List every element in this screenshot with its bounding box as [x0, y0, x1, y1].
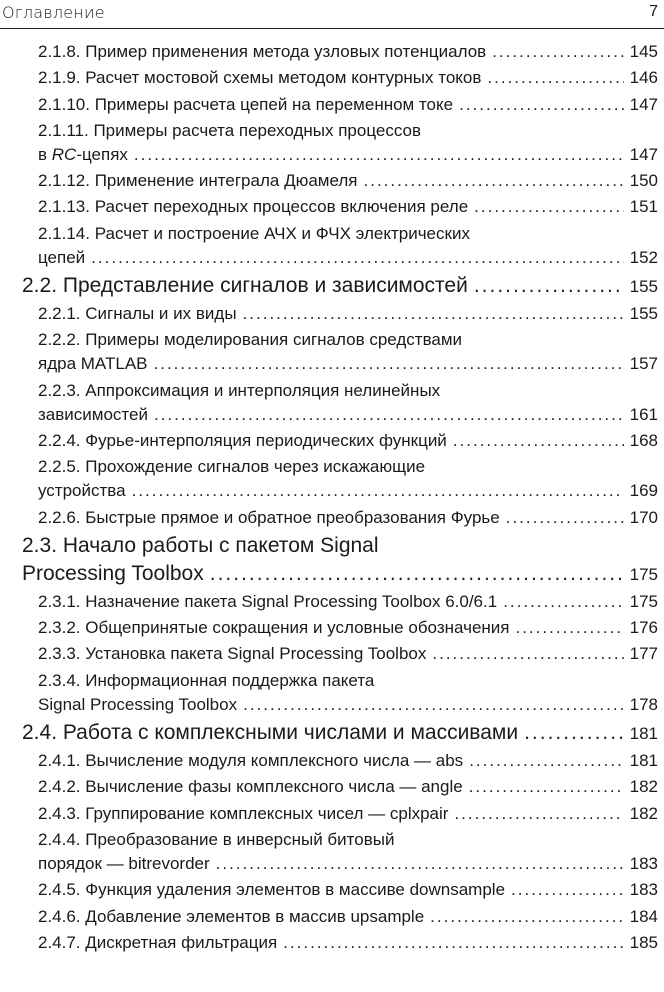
toc-entry-title: 2.3.2. Общепринятые сокращения и условные обозначения [38, 618, 510, 638]
toc-entry-title: в RC-цепях [38, 144, 128, 164]
toc-entry-title: 2.1.8. Пример применения метода узловых потенциалов [38, 42, 487, 61]
dot-leader [503, 590, 623, 614]
dot-leader [364, 169, 624, 193]
toc-entry-leader-line [38, 749, 658, 773]
toc-entry-title: 2.2.1. Сигналы и их виды [38, 304, 237, 324]
header-rule [0, 28, 664, 29]
toc-entry-leader-line [38, 775, 658, 799]
toc-subsection[interactable] [0, 749, 664, 773]
dot-leader [216, 852, 624, 876]
dot-leader [506, 506, 624, 530]
toc-page-number: 161 [629, 404, 658, 424]
toc-subsection[interactable] [0, 195, 664, 219]
toc-entry-leader-line [38, 802, 658, 826]
table-of-contents [0, 40, 664, 957]
dot-leader [453, 429, 624, 453]
toc-entry-leader-line [38, 246, 658, 270]
dot-leader [459, 93, 624, 117]
toc-entry-title: 2.3.1. Назначение пакета Signal Processing Toolbox 6.0/6.1 [38, 591, 498, 611]
toc-page-number: 175 [629, 564, 658, 584]
toc-entry-title: порядок — bitrevorder [38, 853, 210, 873]
toc-entry-leader-line [38, 479, 658, 503]
toc-page-number: 150 [629, 171, 658, 191]
toc-entry-title-line: 2.4.4. Преобразование в инверсный битовый [38, 829, 395, 849]
toc-entry-title: 2.1.9. Расчет мостовой схемы методом контурных токов [38, 68, 482, 88]
toc-subsection[interactable] [0, 878, 664, 902]
toc-subsection[interactable] [0, 429, 664, 453]
toc-page-number: 146 [629, 68, 658, 88]
toc-page-number: 155 [629, 277, 658, 297]
toc-entry-title: 2.4.7. Дискретная фильтрация [38, 932, 278, 952]
toc-subsection[interactable] [0, 669, 664, 717]
toc-page-number: 182 [629, 803, 658, 823]
toc-subsection[interactable] [0, 302, 664, 326]
toc-entry-title: зависимостей [38, 404, 148, 424]
dot-leader [243, 302, 624, 326]
toc-entry-title: 2.1.10. Примеры расчета цепей на переменном токе [38, 94, 454, 114]
toc-entry-title: 2.3.3. Установка пакета Signal Processing Toolbox [38, 644, 427, 664]
toc-entry-title-line: 2.1.11. Примеры расчета переходных процессов [38, 120, 422, 140]
dot-leader [474, 272, 624, 300]
toc-entry-title: 2.2.4. Фурье-интерполяция периодических функций [38, 430, 447, 450]
dot-leader [454, 802, 623, 826]
dot-leader [524, 719, 624, 747]
toc-page-number: 183 [629, 853, 658, 873]
toc-page-number: 175 [629, 591, 658, 611]
toc-entry-leader-line [38, 169, 658, 193]
toc-entry-leader-line [38, 40, 658, 64]
toc-entry-title: устройства [38, 481, 126, 501]
toc-entry-leader-line [38, 905, 658, 929]
toc-entry-title-line: 2.3. Начало работы с пакетом Signal [22, 533, 379, 557]
toc-subsection[interactable] [0, 775, 664, 799]
dot-leader [469, 749, 623, 773]
toc-subsection[interactable] [0, 40, 664, 64]
toc-entry-title: 2.4.2. Вычисление фазы комплексного числа — angle [38, 777, 463, 797]
toc-subsection[interactable] [0, 222, 664, 270]
running-title: Оглавление [2, 3, 105, 22]
toc-subsection[interactable] [0, 590, 664, 614]
toc-entry-title-line: 2.3.4. Информационная поддержка пакета [38, 670, 375, 690]
toc-page-number: 170 [629, 507, 658, 527]
toc-subsection[interactable] [0, 931, 664, 955]
toc-subsection[interactable] [0, 66, 664, 90]
toc-entry-title: 2.4. Работа с комплексными числами и массивами [22, 721, 519, 745]
toc-section[interactable] [0, 532, 664, 589]
toc-entry-title-line: 2.2.5. Прохождение сигналов через искажающие [38, 457, 426, 477]
toc-subsection[interactable] [0, 642, 664, 666]
toc-subsection[interactable] [0, 328, 664, 376]
toc-entry-leader-line [38, 352, 658, 376]
toc-page-number: 183 [629, 880, 658, 900]
toc-entry-leader-line [38, 403, 658, 427]
toc-subsection[interactable] [0, 802, 664, 826]
toc-subsection[interactable] [0, 616, 664, 640]
dot-leader [154, 403, 624, 427]
dot-leader [511, 878, 624, 902]
toc-page-number: 145 [629, 42, 658, 61]
toc-page-number: 168 [629, 430, 658, 450]
dot-leader [132, 479, 624, 503]
toc-entry-title: 2.1.13. Расчет переходных процессов включения реле [38, 197, 469, 217]
toc-entry-leader-line [38, 66, 658, 90]
toc-page-number: 155 [629, 304, 658, 324]
toc-entry-title: Processing Toolbox [22, 561, 204, 585]
toc-page-number: 182 [629, 777, 658, 797]
page-number: 7 [649, 3, 658, 20]
dot-leader [134, 143, 624, 167]
toc-subsection[interactable] [0, 169, 664, 193]
toc-page-number: 181 [629, 724, 658, 744]
toc-subsection[interactable] [0, 119, 664, 167]
toc-entry-leader-line [38, 506, 658, 530]
toc-entry-leader-line [38, 302, 658, 326]
dot-leader [487, 66, 623, 90]
toc-page-number: 169 [629, 481, 658, 501]
toc-entry-title: 2.2. Представление сигналов и зависимостей [22, 274, 468, 298]
dot-leader [243, 693, 624, 717]
dot-leader [474, 195, 623, 219]
toc-entry-leader-line [22, 560, 658, 589]
toc-entry-leader-line [38, 642, 658, 666]
toc-subsection[interactable] [0, 506, 664, 530]
toc-entry-title-line: 2.2.2. Примеры моделирования сигналов средствами [38, 330, 463, 350]
toc-section[interactable] [0, 272, 664, 301]
toc-subsection[interactable] [0, 379, 664, 427]
dot-leader [469, 775, 624, 799]
dot-leader [432, 642, 623, 666]
toc-page-number: 184 [629, 906, 658, 926]
toc-subsection[interactable] [0, 905, 664, 929]
running-header [0, 0, 664, 30]
toc-entry-leader-line [38, 852, 658, 876]
toc-page-number: 151 [629, 197, 658, 217]
toc-entry-leader-line [38, 429, 658, 453]
toc-entry-title: цепей [38, 247, 86, 267]
toc-entry-leader-line [38, 590, 658, 614]
toc-section[interactable] [0, 719, 664, 748]
toc-entry-leader-line [38, 878, 658, 902]
toc-page-number: 157 [629, 354, 658, 374]
toc-entry-title-line: 2.2.3. Аппроксимация и интерполяция нелинейных [38, 380, 441, 400]
toc-entry-leader-line [38, 616, 658, 640]
toc-entry-title: 2.1.12. Применение интеграла Дюамеля [38, 171, 358, 191]
toc-page-number: 152 [629, 247, 658, 267]
dot-leader [492, 40, 623, 64]
toc-entry-leader-line [38, 931, 658, 955]
toc-page-number: 178 [629, 694, 658, 714]
dot-leader [210, 560, 624, 588]
toc-entry-leader-line [38, 693, 658, 717]
toc-entry-leader-line [22, 719, 658, 748]
toc-subsection[interactable] [0, 93, 664, 117]
toc-entry-title: Signal Processing Toolbox [38, 694, 238, 714]
dot-leader [91, 246, 623, 270]
dot-leader [283, 931, 623, 955]
toc-page-number: 176 [629, 618, 658, 638]
toc-page-number: 181 [629, 751, 658, 771]
toc-entry-leader-line [38, 93, 658, 117]
dot-leader [515, 616, 623, 640]
toc-entry-leader-line [38, 195, 658, 219]
toc-page-number: 147 [629, 94, 658, 114]
toc-entry-title: 2.2.6. Быстрые прямое и обратное преобразования Фурье [38, 507, 500, 527]
dot-leader [154, 352, 624, 376]
toc-page-number: 177 [629, 644, 658, 664]
toc-page-number: 185 [629, 932, 658, 952]
dot-leader [430, 905, 623, 929]
toc-entry-title: 2.4.5. Функция удаления элементов в массиве downsample [38, 880, 506, 900]
italic-term: RC [51, 144, 77, 164]
toc-entry-leader-line [22, 272, 658, 301]
toc-entry-title: 2.4.1. Вычисление модуля комплексного числа — abs [38, 751, 464, 771]
toc-entry-title: 2.4.3. Группирование комплексных чисел — cplxpair [38, 803, 449, 823]
toc-entry-title: ядра MATLAB [38, 354, 148, 374]
toc-entry-title-line: 2.1.14. Расчет и построение АЧХ и ФЧХ электрических [38, 223, 470, 243]
toc-page-number: 147 [629, 144, 658, 164]
toc-subsection[interactable] [0, 455, 664, 503]
toc-entry-leader-line [38, 143, 658, 167]
toc-subsection[interactable] [0, 828, 664, 876]
toc-entry-title: 2.4.6. Добавление элементов в массив upsample [38, 906, 425, 926]
